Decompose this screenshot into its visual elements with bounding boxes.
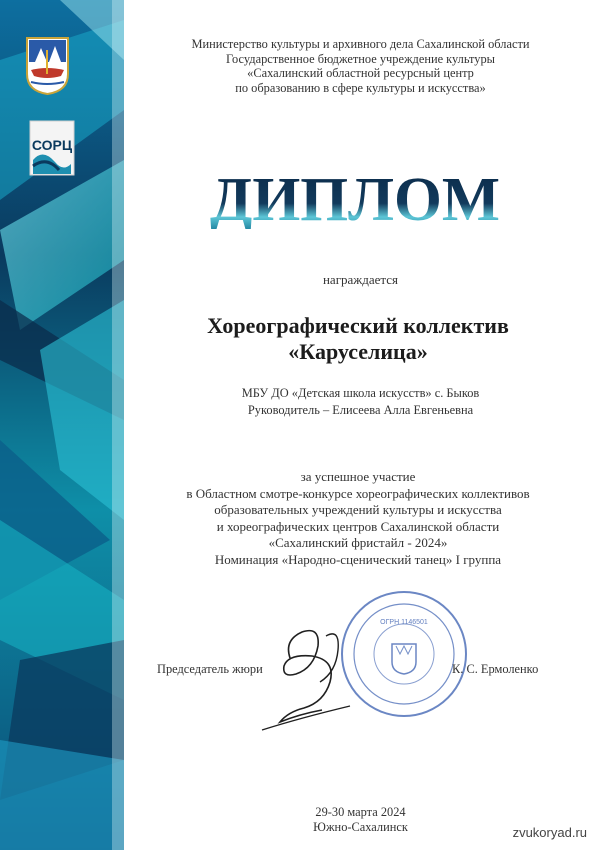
reason-line-4: и хореографических центров Сахалинской области [216, 518, 500, 534]
source-watermark: zvukoryad.ru [512, 825, 587, 840]
header-line-4: по образованию в сфере культуры и искусства» [235, 80, 486, 95]
jury-chair-label: Председатель жюри [157, 662, 263, 676]
stamp-text: ОГРН 1146501 [380, 619, 428, 626]
issuer-header [140, 37, 581, 95]
diploma-title [205, 165, 505, 229]
reason-line-6: Номинация «Народно-сценический танец» I группа [214, 551, 502, 567]
reason-line-1: за успешное участие [300, 469, 416, 484]
sorc-logo-text: СОРЦ [31, 137, 73, 153]
recipient-line-1: Хореографический коллектив [207, 313, 509, 338]
jury-signature [260, 610, 370, 735]
sakhalin-emblem-icon [25, 36, 70, 96]
reason-line-2: в Областном смотре-конкурсе хореографических коллективов [186, 485, 530, 501]
title-text: ДИПЛОМ [210, 166, 500, 229]
school-name: МБУ ДО «Детская школа искусств» с. Быков [241, 386, 480, 400]
award-reason [130, 469, 586, 569]
event-date: 29-30 марта 2024 [315, 805, 406, 819]
awarded-text: награждается [322, 272, 399, 287]
sorc-logo-icon [29, 120, 75, 176]
reason-line-5: «Сахалинский фристайл - 2024» [268, 535, 448, 551]
header-line-2: Государственное бюджетное учреждение культуры [225, 51, 495, 66]
jury-chair-name: К. С. Ермоленко [452, 662, 539, 676]
school-info [140, 385, 581, 419]
recipient-name [130, 313, 586, 365]
event-city: Южно-Сахалинск [313, 820, 408, 834]
header-line-3: «Сахалинский областной ресурсный центр [247, 66, 474, 81]
recipient-line-2: «Каруселица» [288, 339, 428, 364]
leader-name: Руководитель – Елисеева Алла Евгеньевна [247, 403, 474, 417]
reason-line-3: образовательных учреждений культуры и искусства [214, 502, 502, 518]
header-line-1: Министерство культуры и архивного дела Сахалинской области [191, 37, 530, 51]
